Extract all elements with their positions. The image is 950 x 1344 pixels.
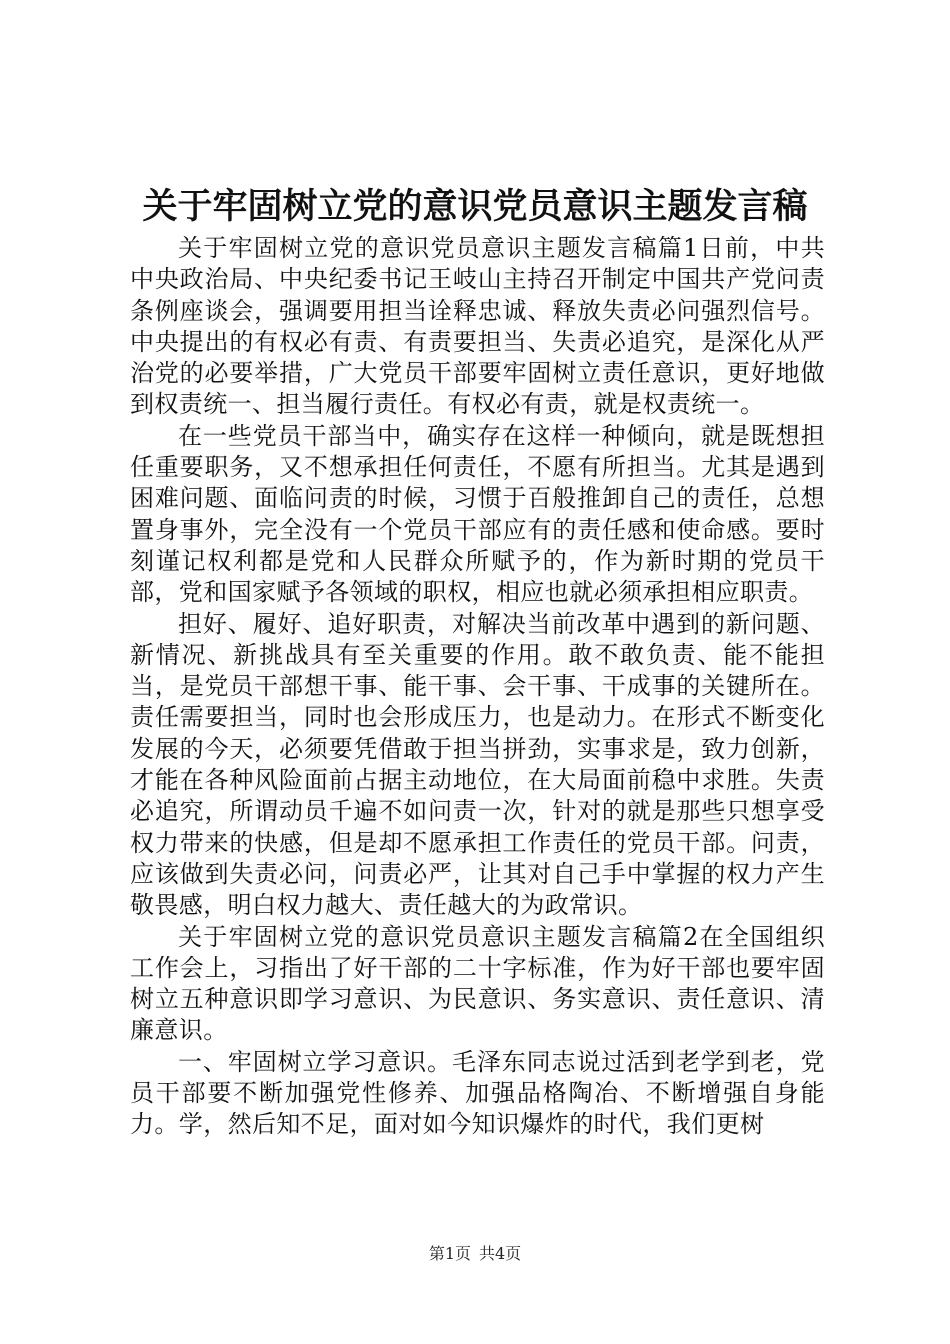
paragraph: 一、牢固树立学习意识。毛泽东同志说过活到老学到老，党员干部要不断加强党性修养、加强品格陶冶、不断增强自身能力。学，然后知不足，面对如今知识爆炸的时代，我们更树 [130, 1047, 825, 1139]
page-footer [0, 1242, 950, 1266]
paragraph: 担好、履好、追好职责，对解决当前改革中遇到的新问题、新情况、新挑战具有至关重要的作用。敢不敢负责、能不能担当，是党员干部想干事、能干事、会干事、干成事的关键所在。责任需要担当，同时也会形成压力，也是动力。在形式不断变化发展的今天，必须要凭借敢于担当拼劲，实事求是，致力创新，才能在各种风险面前占据主动地位，在大局面前稳中求胜。失责必追究，所谓动员千遍不如问责一次，针对的就是那些只想享受权力带来的快感，但是却不愿承担工作责任的党员干部。问责，应该做到失责必问，问责必严，让其对自己手中掌握的权力产生敬畏感，明白权力越大、责任越大的为政常识。 [130, 609, 825, 920]
paragraph: 关于牢固树立党的意识党员意识主题发言稿篇2在全国组织工作会上，习指出了好干部的二十字标准，作为好干部也要牢固树立五种意识即学习意识、为民意识、务实意识、责任意识、清廉意识。 [130, 922, 825, 1045]
paragraph: 关于牢固树立党的意识党员意识主题发言稿篇1日前，中共中央政治局、中央纪委书记王岐山主持召开制定中国共产党问责条例座谈会，强调要用担当诠释忠诚、释放失责必问强烈信号。中央提出的有权必有责、有责要担当、失责必追究，是深化从严治党的必要举措，广大党员干部要牢固树立责任意识，更好地做到权责统一、担当履行责任。有权必有责，就是权责统一。 [130, 234, 825, 419]
page-total: 共4页 [479, 1244, 522, 1263]
page-number: 第1页 [428, 1244, 471, 1263]
document-body [130, 233, 825, 1141]
document-title: 关于牢固树立党的意识党员意识主题发言稿 [142, 186, 808, 227]
paragraph: 在一些党员干部当中，确实存在这样一种倾向，就是既想担任重要职务，又不想承担任何责任，不愿有所担当。尤其是遇到困难问题、面临问责的时候，习惯于百般推卸自己的责任，总想置身事外，完全没有一个党员干部应有的责任感和使命感。要时刻谨记权利都是党和人民群众所赋予的，作为新时期的党员干部，党和国家赋予各领域的职权，相应也就必须承担相应职责。 [130, 421, 825, 607]
